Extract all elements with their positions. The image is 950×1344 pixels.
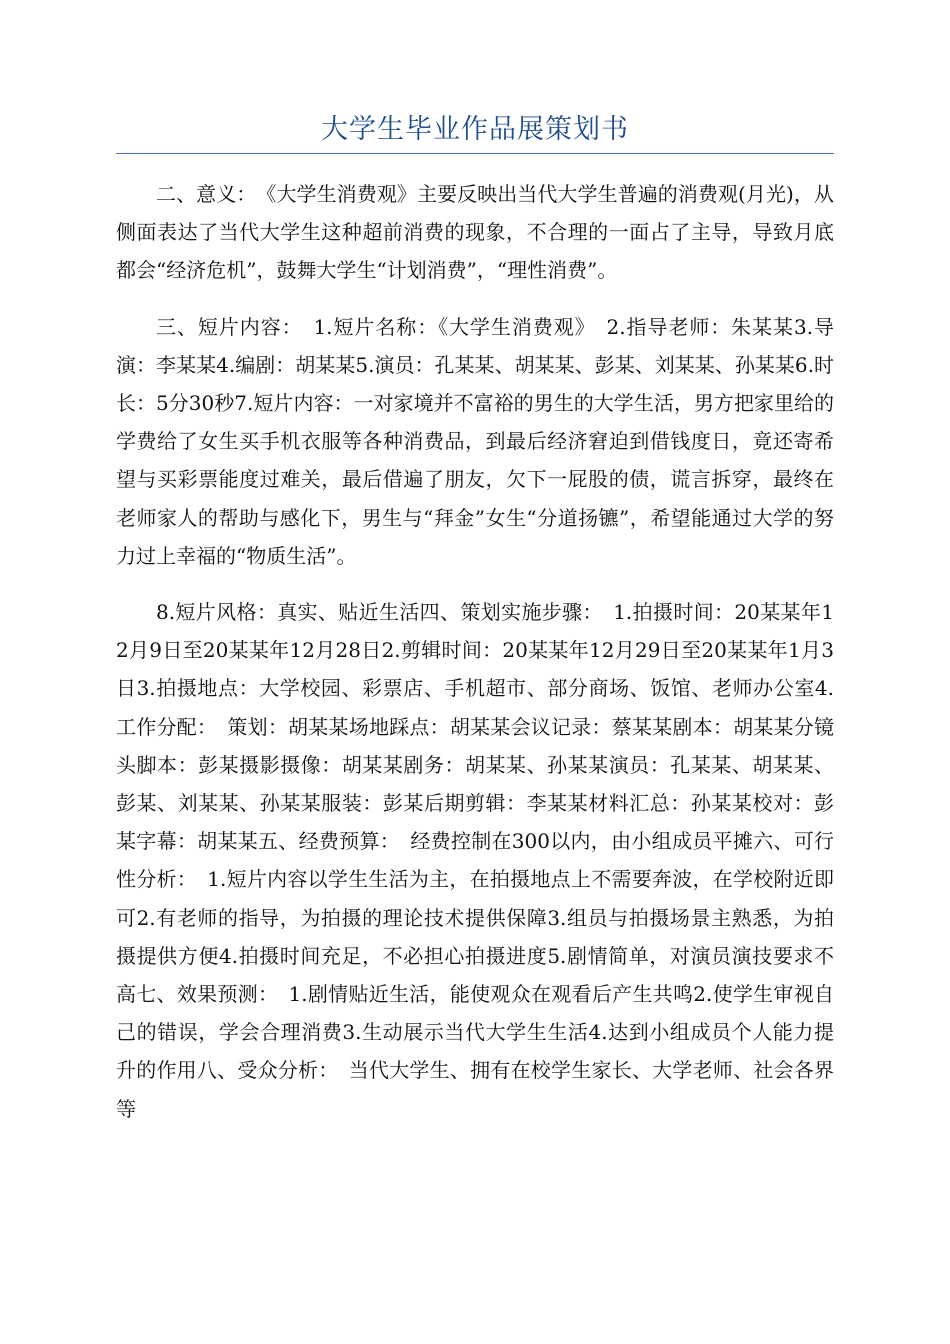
title-underline bbox=[116, 153, 834, 154]
paragraph-significance: 二、意义： 《大学生消费观》主要反映出当代大学生普遍的消费观(月光)，从侧面表达了当代大学生这种超前消费的现象，不合理的一面占了主导，导致月底都会“经济危机”，鼓舞大学生“计划消费”，“理性消费”。 bbox=[116, 182, 834, 283]
paragraph-style-and-plan: 8.短片风格：真实、贴近生活四、策划实施步骤： 1.拍摄时间：20某某年12月9日至20某某年12月28日2.剪辑时间：20某某年12月29日至20某某年1月3日3.拍摄地点：大学校园、彩票店、手机超市、部分商场、饭馆、老师办公室4.工作分配： 策划：胡某某场地踩点：胡某某会议记录：蔡某某剧本：胡某某分镜头脚本：彭某摄影摄像：胡某某剧务：胡某某、孙某某演员：孔某某、胡某某、彭某、刘某某、孙某某服装：彭某后期剪辑：李某某材料汇总：孙某某校对：彭某字幕：胡某某五、经费预算： 经费控制在300以内，由小组成员平摊六、可行性分析： 1.短片内容以学生生活为主，在拍摄地点上不需要奔波，在学校附近即可2.有老师的指导，为拍摄的理论技术提供保障3.组员与拍摄场景主熟悉，为拍摄提供方便4.拍摄时间充足，不必担心拍摄进度5.剧情简单，对演员演技要求不高七、效果预测： 1.剧情贴近生活，能使观众在观看后产生共鸣2.使学生审视自己的错误，学会合理消费3.生动展示当代大学生生活4.达到小组成员个人能力提升的作用八、受众分析： 当代大学生、拥有在校学生家长、大学老师、社会各界等 bbox=[116, 600, 834, 1121]
document-body bbox=[116, 175, 834, 1146]
document-title: 大学生毕业作品展策划书 bbox=[321, 114, 629, 145]
paragraph-film-content: 三、短片内容： 1.短片名称：《大学生消费观》 2.指导老师：朱某某3.导演：李某某4.编剧：胡某某5.演员：孔某某、胡某某、彭某、刘某某、孙某某6.时长：5分30秒7.短片内容：一对家境并不富裕的男生的大学生活，男方把家里给的学费给了女生买手机衣服等各种消费品，到最后经济窘迫到借钱度日，竟还寄希望与买彩票能度过难关，最后借遍了朋友，欠下一屁股的债，谎言拆穿，最终在老师家人的帮助与感化下，男生与“拜金”女生“分道扬镳”，希望能通过大学的努力过上幸福的“物质生活”。 bbox=[116, 314, 834, 568]
